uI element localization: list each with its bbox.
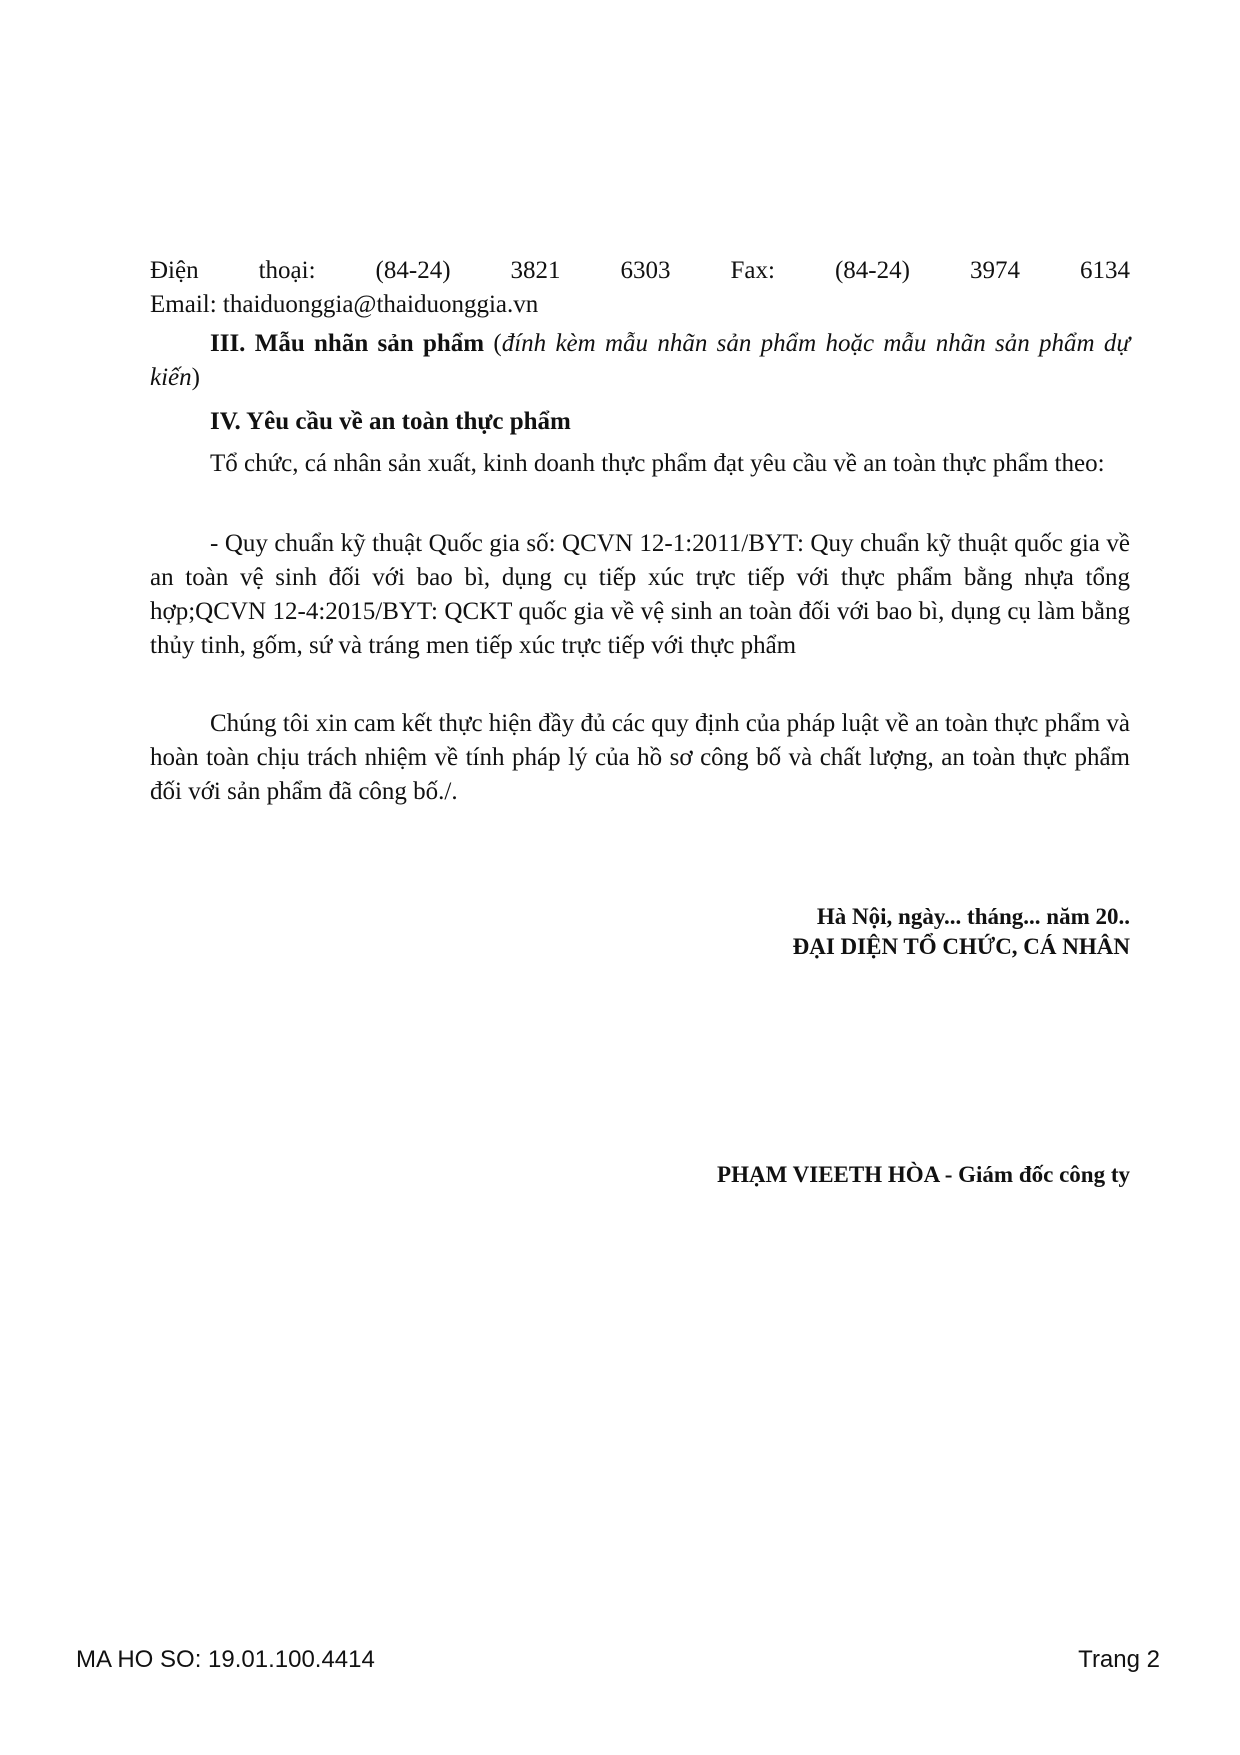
place-date: Hà Nội, ngày... tháng... năm 20.. (816, 904, 1130, 929)
section-4-intro: Tổ chức, cá nhân sản xuất, kinh doanh thực phẩm đạt yêu cầu về an toàn thực phẩm theo: (210, 450, 1105, 477)
section-4-standards: - Quy chuẩn kỹ thuật Quốc gia số: QCVN 12-1:2011/BYT: Quy chuẩn kỹ thuật quốc gia về an toàn vệ sinh đối với bao bì, dụng cụ tiếp xúc trực tiếp với thực phẩm bằng nhựa tổng hợp;QCVN 12-4:2015/BYT: QCKT quốc gia về vệ sinh an toàn đối với bao bì, dụng cụ làm bằng thủy tinh, gốm, sứ và tráng men tiếp xúc trực tiếp với thực phẩm (150, 530, 1130, 659)
phone-label-2: thoại: (258, 257, 316, 284)
phone-area-code: (84-24) (375, 257, 451, 284)
section-4-heading-block (150, 405, 1130, 439)
section-3-heading: III. Mẫu nhãn sản phẩm (210, 330, 485, 357)
section-3-open-paren: ( (484, 330, 502, 357)
email-line: Email: thaiduonggia@thaiduonggia.vn (150, 291, 539, 318)
signer-name: PHẠM VIEETH HÒA - Giám đốc công ty (717, 1162, 1130, 1187)
section-3-note: đính kèm mẫu nhãn sản phẩm hoặc mẫu nhãn sản phẩm dự kiến (150, 330, 1130, 391)
fax-label: Fax: (730, 257, 775, 284)
representative-title: ĐẠI DIỆN TỔ CHỨC, CÁ NHÂN (792, 934, 1130, 959)
section-4-intro-block (150, 447, 1130, 481)
phone-part-2: 6303 (620, 257, 671, 284)
section-4-heading: IV. Yêu cầu về an toàn thực phẩm (210, 408, 571, 435)
file-code: MA HO SO: 19.01.100.4414 (76, 1646, 375, 1673)
fax-area-code: (84-24) (834, 257, 910, 284)
signature-block (793, 902, 1130, 962)
fax-part-1: 3974 (969, 257, 1020, 284)
page-number: Trang 2 (1078, 1646, 1160, 1673)
phone-label: Điện (150, 257, 199, 284)
commitment-paragraph: Chúng tôi xin cam kết thực hiện đầy đủ các quy định của pháp luật về an toàn thực phẩm và hoàn toàn chịu trách nhiệm về tính pháp lý của hồ sơ công bố và chất lượng, an toàn thực phẩm đối với sản phẩm đã công bố./. (150, 710, 1130, 805)
commitment-block (150, 707, 1130, 809)
section-3-label-sample (150, 327, 1130, 395)
section-3-close-paren: ) (191, 364, 200, 391)
fax-part-2: 6134 (1079, 257, 1130, 284)
phone-part-1: 3821 (510, 257, 561, 284)
phone-fax-line (150, 254, 1130, 288)
section-4-standards-block (150, 527, 1130, 663)
